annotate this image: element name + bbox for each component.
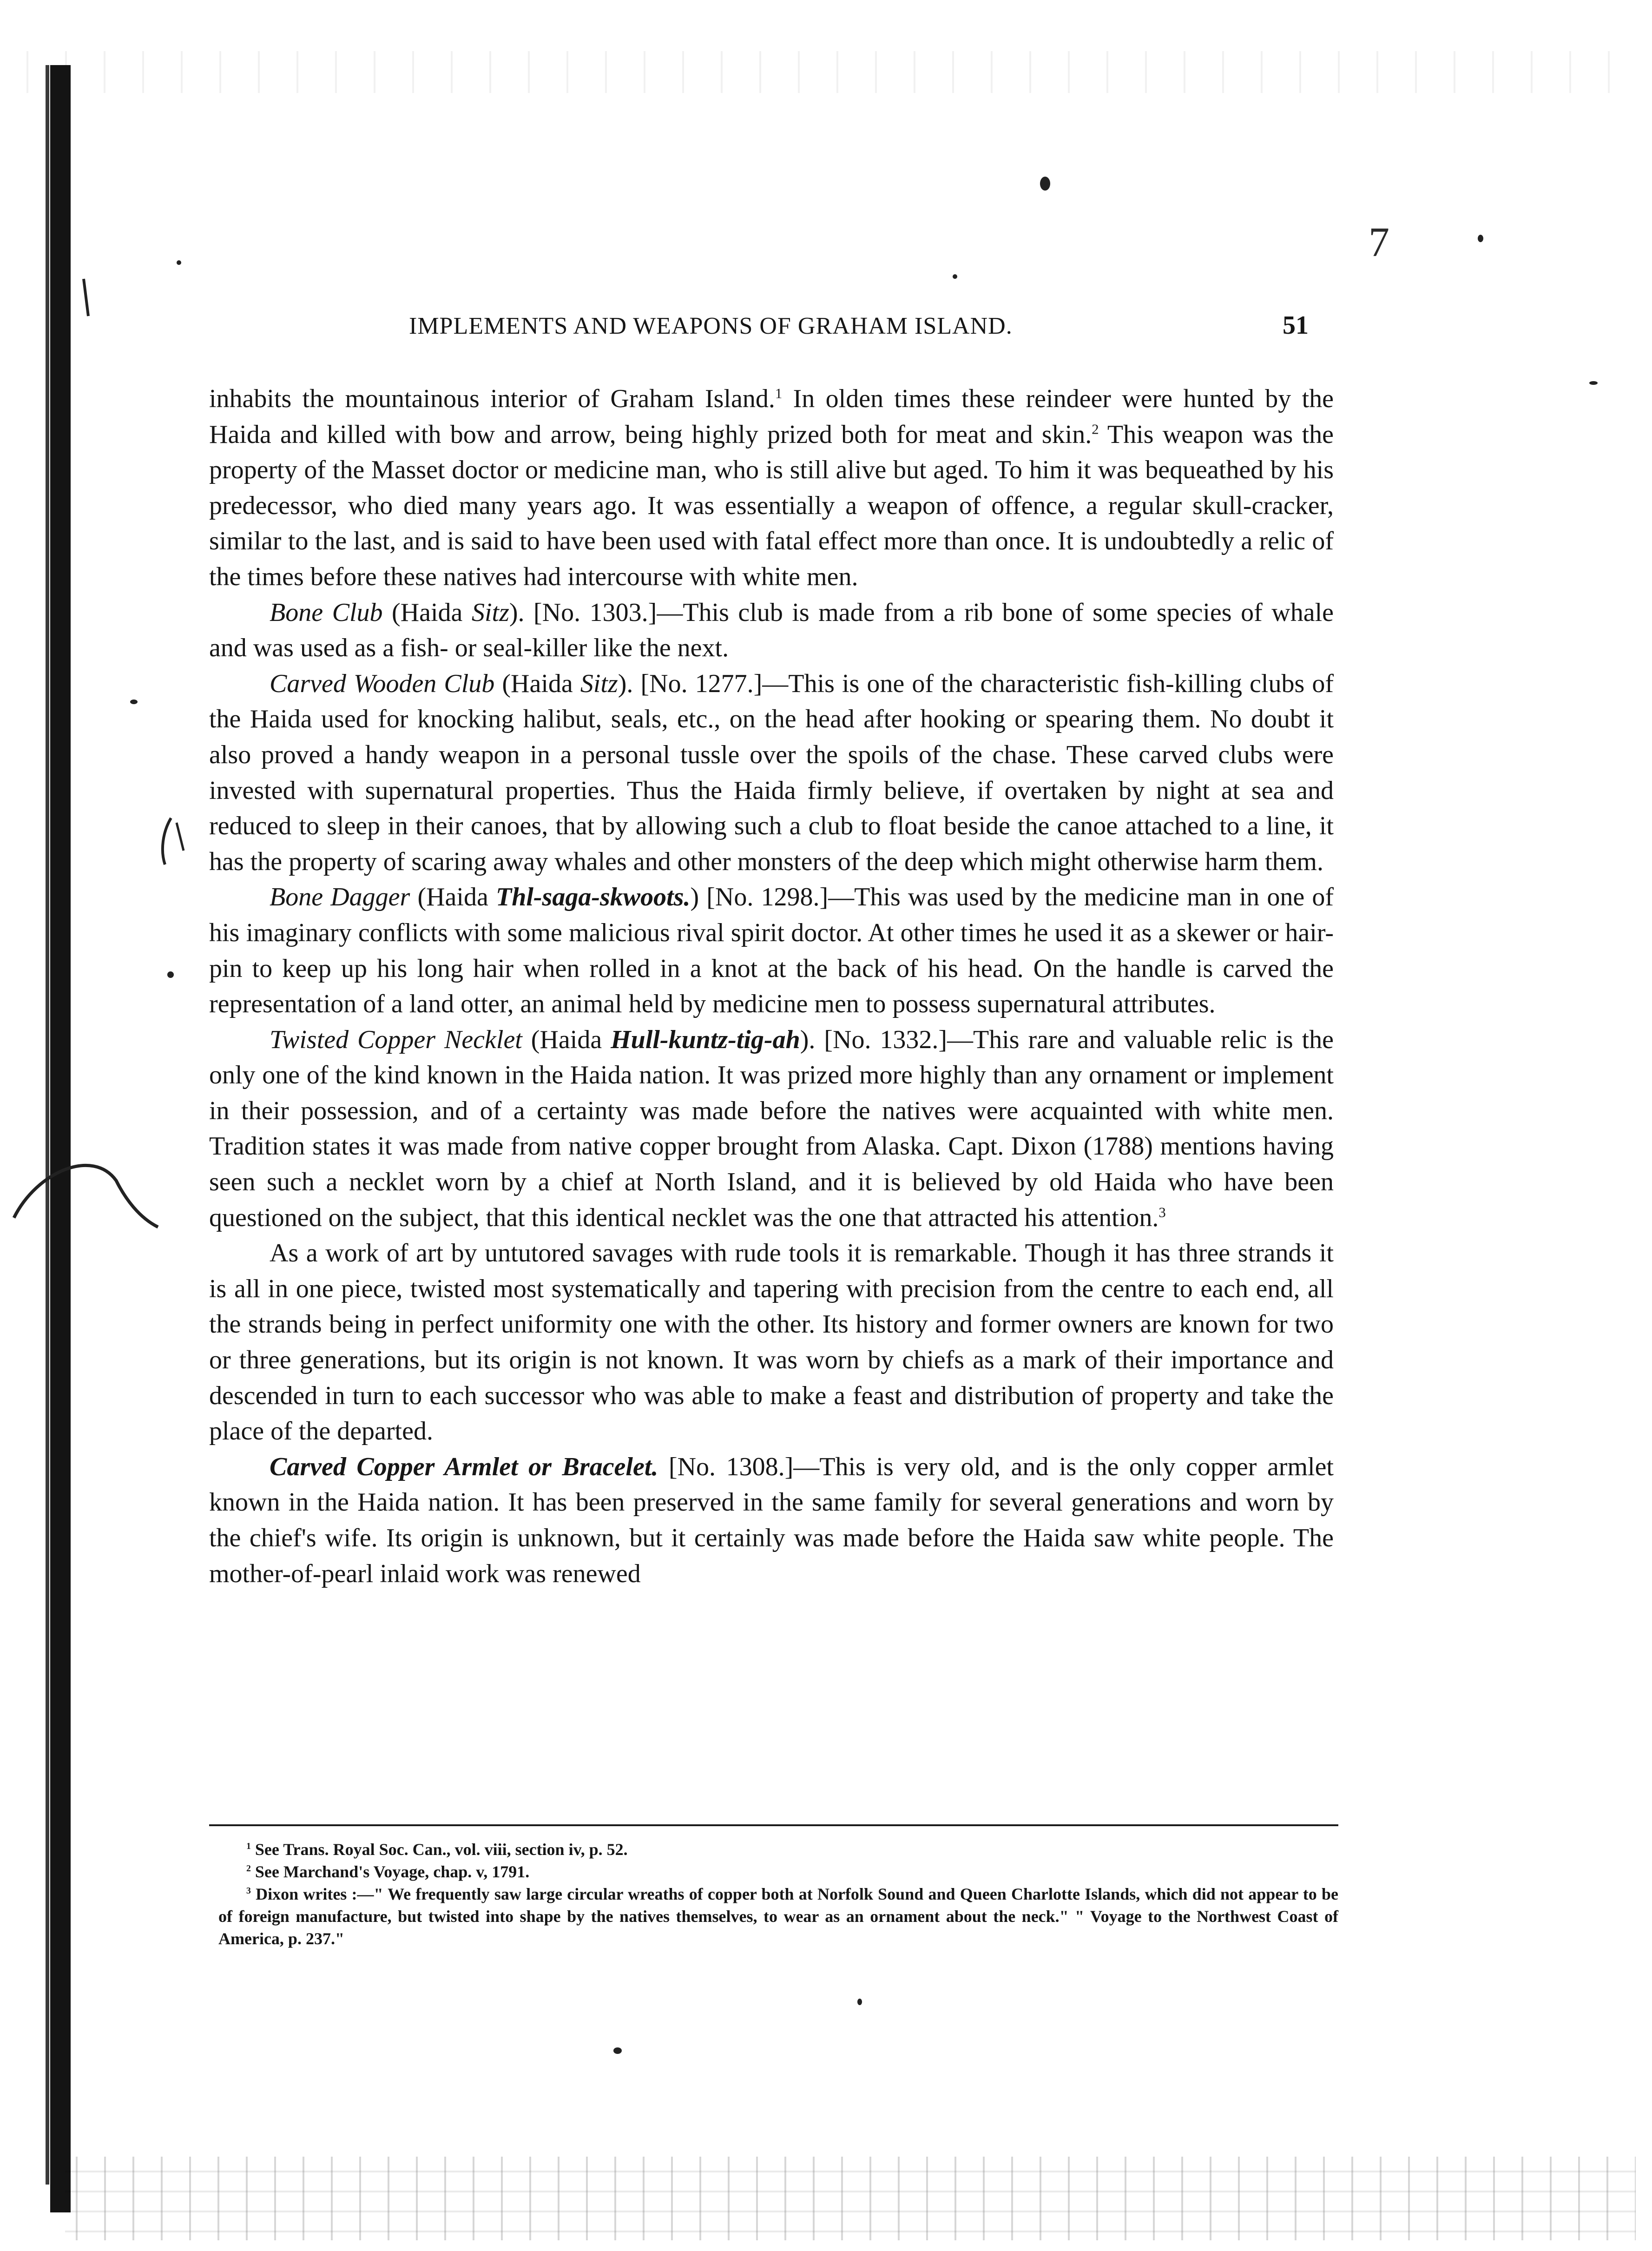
footnote-mark: 3	[246, 1886, 251, 1896]
footnote-ref: 1	[775, 385, 783, 402]
paragraph: Carved Copper Armlet or Bracelet. [No. 1308.]—This is very old, and is the only copper armlet known in the Haida nation. It has been preserved in the same family for several generations and worn by the chief's wife. Its origin is unknown, but it certainly was made before the Haida saw white people. The mother-of-pearl inlaid work was renewed	[209, 1452, 1334, 1588]
main-text	[209, 381, 1334, 1591]
entry-title: Twisted Copper Necklet	[270, 1025, 522, 1054]
footnote: $^3$ Dixon writes :—" We frequently saw large circular wreaths of copper both at Norfolk Sound and Queen Charlotte Islands, which did not appear to be of foreign manufacture, but twisted into shape by the natives themselves, to wear as an ornament about the neck." " Voyage to the Northwest Coast of America, p. 237."	[218, 1885, 1338, 1948]
haida-name: Sitz	[580, 669, 618, 698]
entry-title: Carved Copper Armlet or Bracelet.	[270, 1452, 658, 1481]
footnote: $^1$ See Trans. Royal Soc. Can., vol. viii, section iv, p. 52.	[246, 1840, 628, 1859]
paragraph: As a work of art by untutored savages with rude tools it is remarkable. Though it has three strands it is all in one piece, twisted most systematically and tapering with precision from the centre to each end, all the strands being in perfect uniformity one with the other. Its history and former owners are known for two or three generations, but its origin is not known. It was worn by chiefs as a mark of their importance and descended in turn to each successor who was able to make a feast and distribution of property and take the place of the departed.	[209, 1239, 1334, 1446]
footnotes	[218, 1838, 1338, 1950]
footnote-divider	[209, 1824, 1338, 1826]
footnote: $^2$ See Marchand's Voyage, chap. v, 1791.	[246, 1862, 530, 1881]
page-number: 51	[1283, 311, 1309, 340]
haida-name: Hull-kuntz-tig-ah	[611, 1025, 800, 1054]
entry-title: Bone Dagger	[270, 883, 410, 912]
haida-name: Thl-saga-skwoots.	[495, 883, 691, 912]
footnote-ref: 3	[1158, 1204, 1166, 1220]
footnote-mark: 1	[246, 1841, 251, 1851]
margin-handwritten-number: 7	[1369, 219, 1389, 265]
entry-title: Carved Wooden Club	[270, 669, 495, 698]
paragraph: Twisted Copper Necklet (Haida Hull-kuntz-tig-ah). [No. 1332.]—This rare and valuable relic is the only one of the kind known in the Haida nation. It was prized more highly than any ornament or implement in their possession, and of a certainty was made before the natives were acquainted with white men. Tradition states it was made from native copper brought from Alaska. Capt. Dixon (1788) mentions having seen such a necklet worn by a chief at North Island, and it is believed by old Haida who have been questioned on the subject, that this identical necklet was the one that attracted his attention.$^3$	[209, 1025, 1334, 1232]
running-title: IMPLEMENTS AND WEAPONS OF GRAHAM ISLAND.	[409, 313, 1013, 339]
paragraph: Bone Dagger (Haida Thl-saga-skwoots.) [No. 1298.]—This was used by the medicine man in one of his imaginary conflicts with some malicious rival spirit doctor. At other times he used it as a skewer or hair-pin to keep up his long hair when rolled in a knot at the back of his head. On the handle is carved the representation of a land otter, an animal held by medicine men to possess supernatural attributes.	[209, 883, 1334, 1019]
footnote-mark: 2	[246, 1863, 251, 1874]
paragraph: inhabits the mountainous interior of Graham Island.$^1$ In olden times these reindeer were hunted by the Haida and killed with bow and arrow, being highly prized both for meat and skin.$^2$ This weapon was the property of the Masset doctor or medicine man, who is still alive but aged. To him it was bequeathed by his predecessor, who died many years ago. It was essentially a weapon of offence, a regular skull-cracker, similar to the last, and is said to have been used with fatal effect more than once. It is undoubtedly a relic of the times before these natives had intercourse with white men.	[209, 384, 1334, 591]
haida-name: Sitz	[471, 598, 509, 627]
footnote-ref: 2	[1092, 421, 1099, 437]
paragraph: Bone Club (Haida Sitz). [No. 1303.]—This club is made from a rib bone of some species of whale and was used as a fish- or seal-killer like the next.	[209, 598, 1334, 663]
entry-title: Bone Club	[270, 598, 383, 627]
paragraph: Carved Wooden Club (Haida Sitz). [No. 1277.]—This is one of the characteristic fish-killing clubs of the Haida used for knocking halibut, seals, etc., on the head after hooking or spearing them. No doubt it also proved a handy weapon in a personal tussle over the spoils of the chase. These carved clubs were invested with supernatural properties. Thus the Haida firmly believe, if overtaken by night at sea and reduced to sleep in their canoes, that by allowing such a club to float beside the canoe attached to a line, it has the property of scaring away whales and other monsters of the deep which might otherwise harm them.	[209, 669, 1334, 876]
